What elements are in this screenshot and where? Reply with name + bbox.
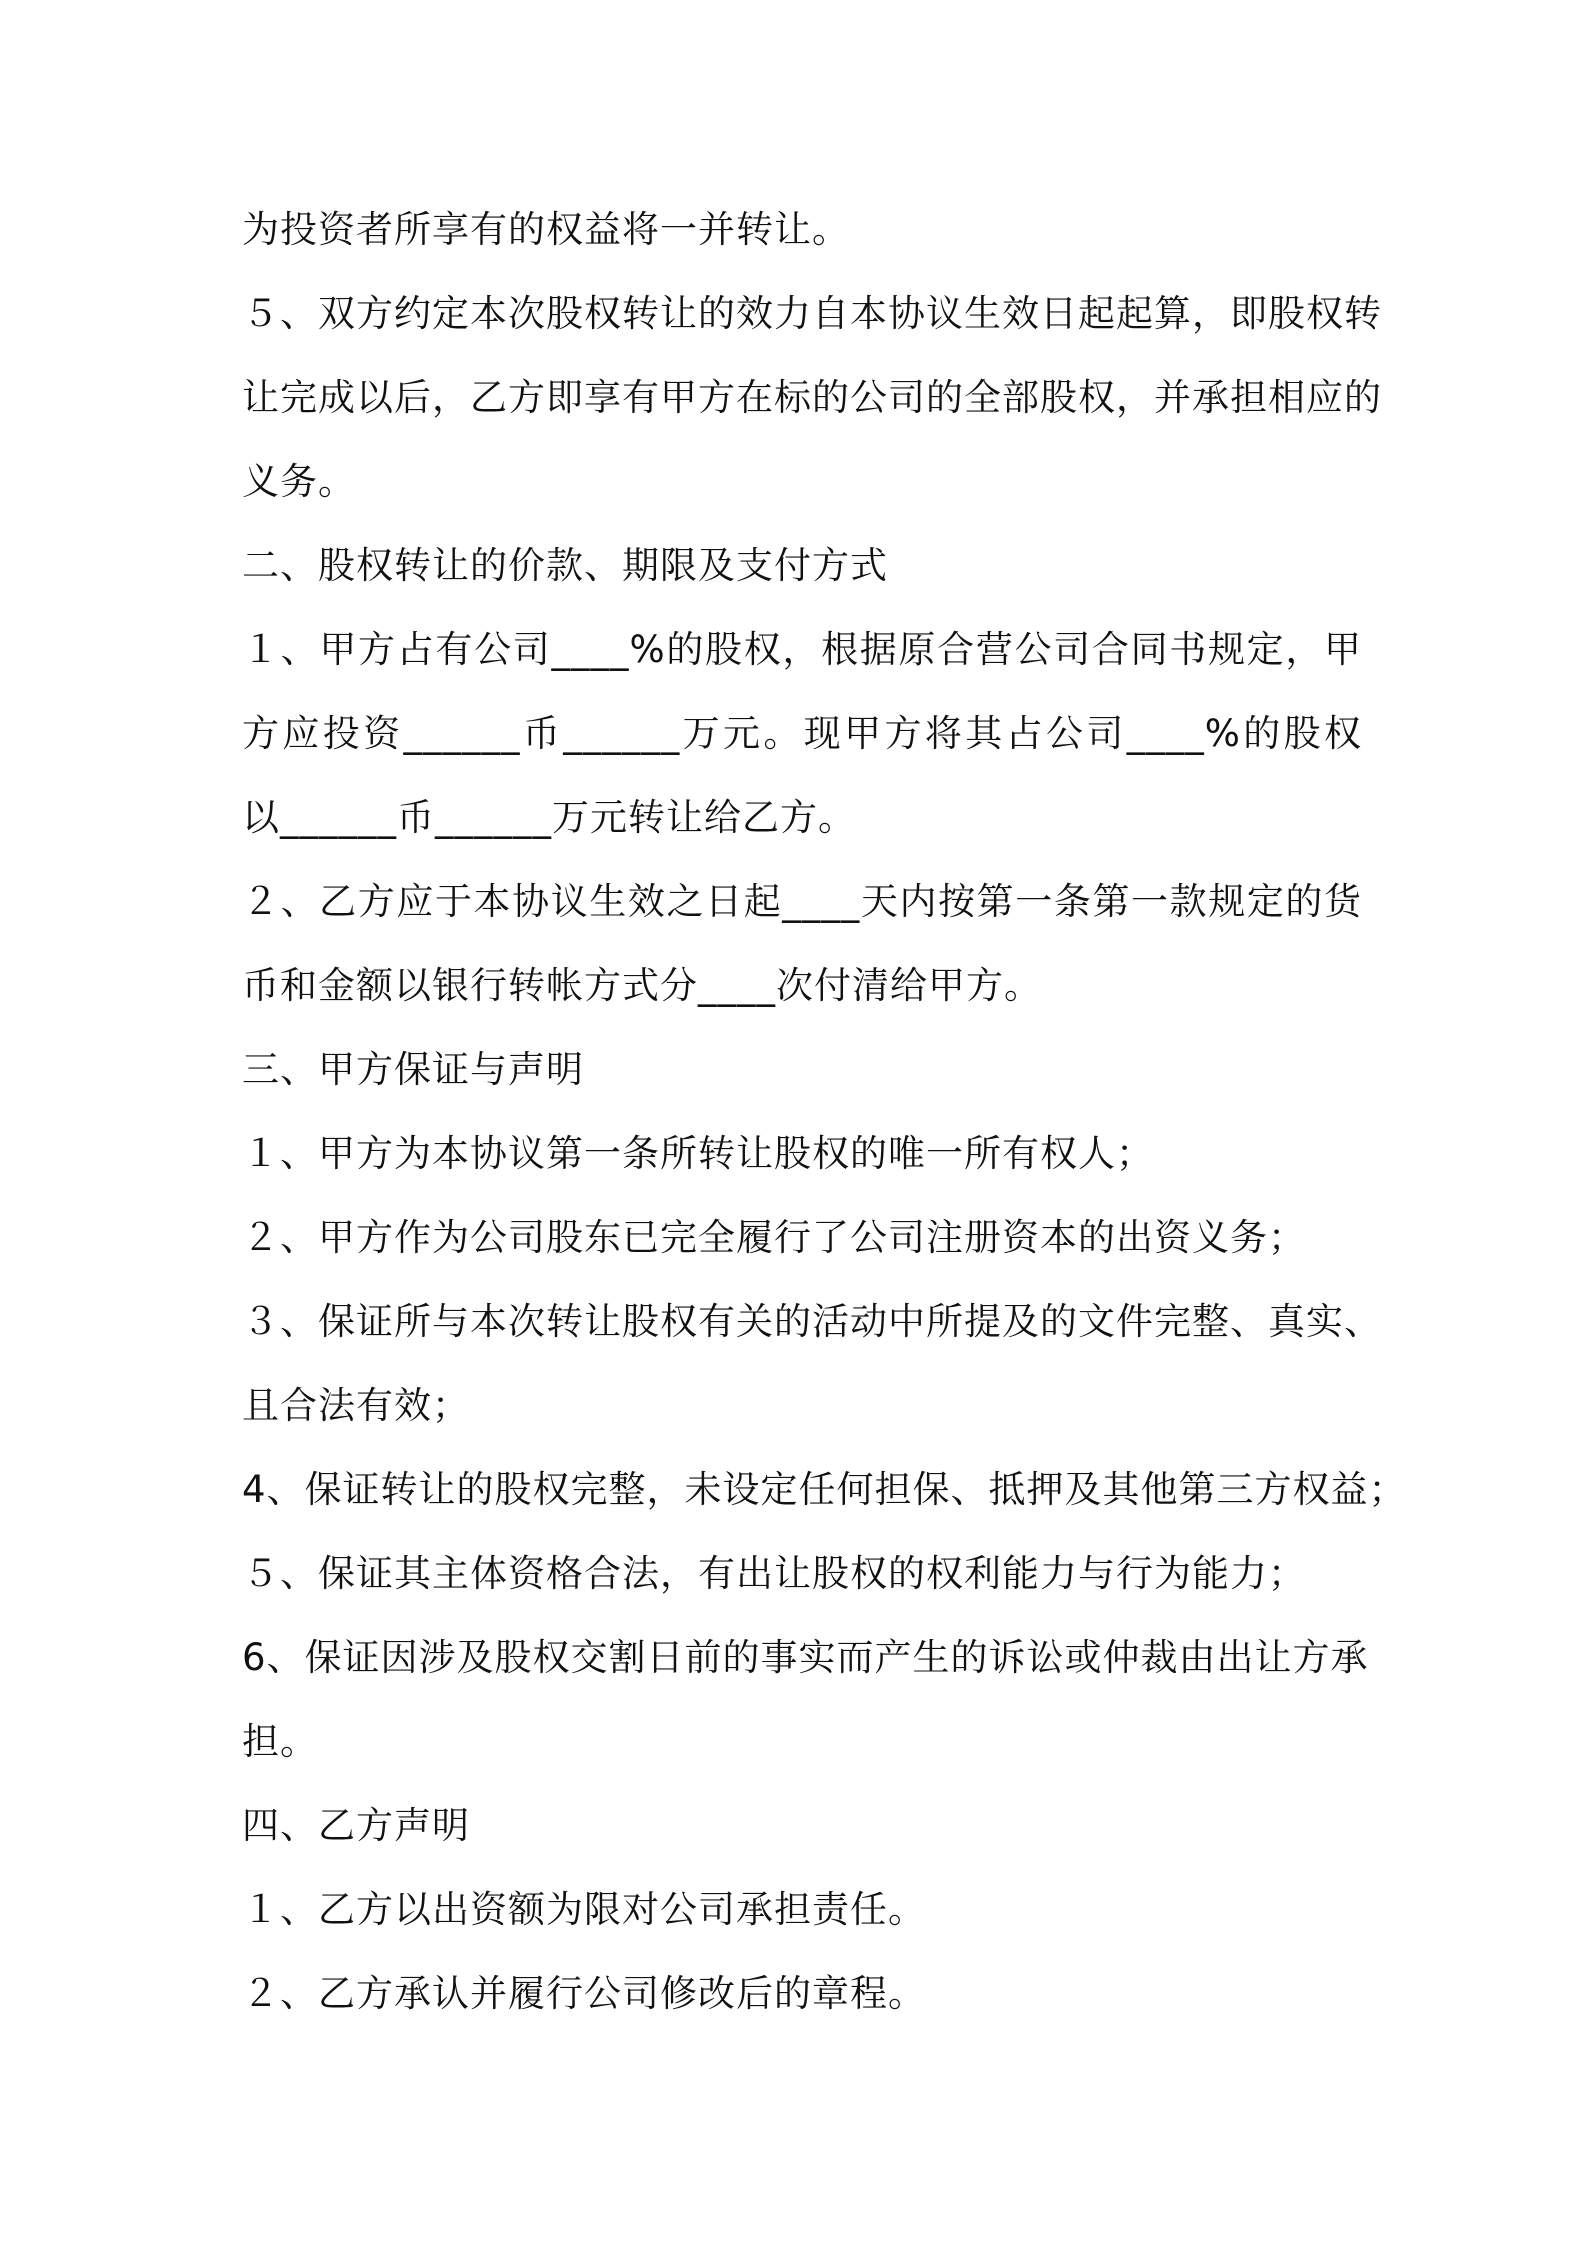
- text-line: ２、甲方作为公司股东已完全履行了公司注册资本的出资义务；: [242, 1216, 1306, 1259]
- text-line: ５、双方约定本次股权转让的效力自本协议生效日起起算，即股权转: [242, 292, 1382, 335]
- text-line: 4、保证转让的股权完整，未设定任何担保、抵押及其他第三方权益；: [242, 1468, 1407, 1511]
- text-line: １、甲方为本协议第一条所转让股权的唯一所有权人；: [242, 1132, 1154, 1175]
- section-heading: 二、股权转让的价款、期限及支付方式: [242, 544, 888, 587]
- text-line: ３、保证所与本次转让股权有关的活动中所提及的文件完整、真实、: [242, 1300, 1382, 1343]
- text-line: 币和金额以银行转帐方式分____次付清给甲方。: [242, 964, 1042, 1007]
- text-line: 让完成以后，乙方即享有甲方在标的公司的全部股权，并承担相应的: [242, 376, 1382, 419]
- section-heading: 四、乙方声明: [242, 1804, 470, 1847]
- text-line: 且合法有效；: [242, 1384, 470, 1427]
- text-line: 以______币______万元转让给乙方。: [242, 796, 856, 839]
- section-heading: 三、甲方保证与声明: [242, 1048, 584, 1091]
- text-line: ５、保证其主体资格合法，有出让股权的权利能力与行为能力；: [242, 1552, 1306, 1595]
- text-line: ２、乙方应于本协议生效之日起____天内按第一条第一款规定的货: [242, 880, 1362, 923]
- text-line: 义务。: [242, 460, 356, 503]
- text-line: 6、保证因涉及股权交割日前的事实而产生的诉讼或仲裁由出让方承: [242, 1636, 1369, 1679]
- text-line: 方应投资______币______万元。现甲方将其占公司____%的股权: [242, 712, 1362, 755]
- text-line: １、乙方以出资额为限对公司承担责任。: [242, 1888, 926, 1931]
- text-line: １、甲方占有公司____%的股权，根据原合营公司合同书规定，甲: [242, 628, 1362, 671]
- document-body: [242, 198, 1407, 2046]
- text-line: 担。: [242, 1720, 318, 1763]
- text-line: 为投资者所享有的权益将一并转让。: [242, 208, 850, 251]
- text-line: ２、乙方承认并履行公司修改后的章程。: [242, 1972, 926, 2015]
